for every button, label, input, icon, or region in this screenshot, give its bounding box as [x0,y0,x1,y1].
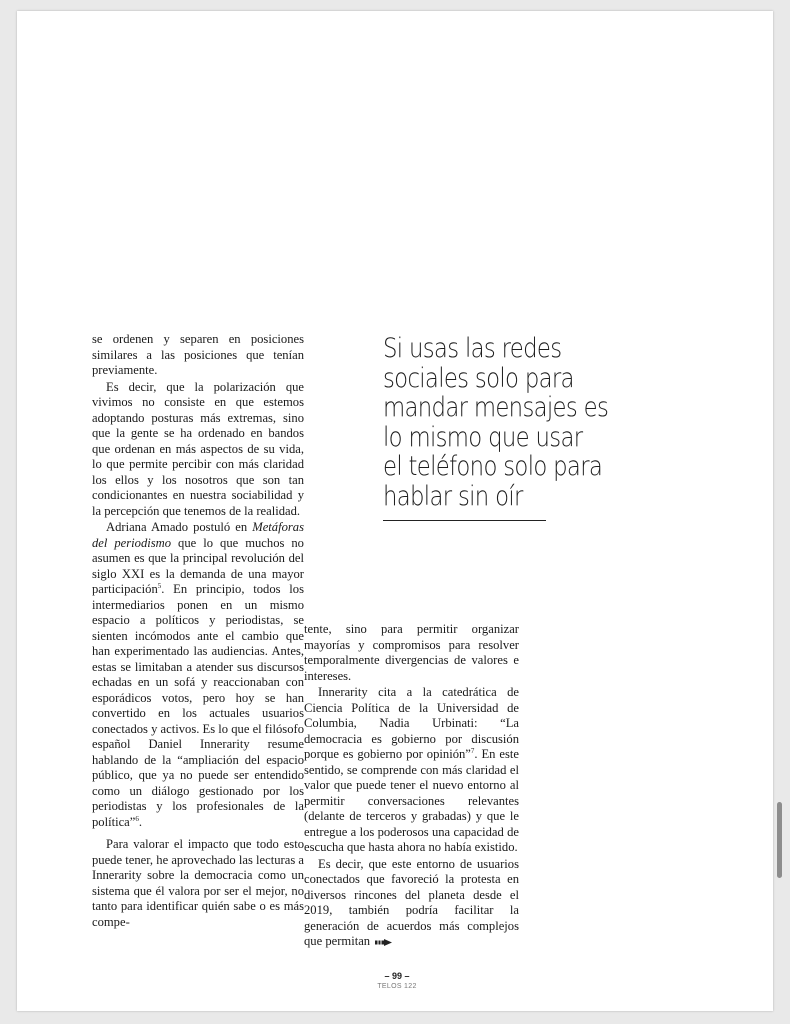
right-text-column [304,622,519,950]
paragraph: tente, sino para permitir organizar mayorías y compromisos para resolver temporalmente divergencias de valores e intereses. [304,622,519,683]
continue-arrow-icon [375,939,392,946]
text-run: . [138,814,143,829]
paragraph: Es decir, que la polarización que vivimos no consiste en que estemos adoptando posturas más extremas, sino que la gente se ha ordenado en bandos que ordenan en más aspectos de su vida, lo que permite percibir con más claridad los ellos y los nosotros que son tan condicionantes en nuestra sociabilidad y la percepción que tenemos de la realidad. [92,379,304,518]
text-run: Es decir, que este entorno de usuarios conectados que favoreció la protesta en diversos rincones del planeta desde el 2019, también podría facilitar la generación de acuerdos más complejos que permitan [304,856,519,948]
paragraph [304,685,519,856]
pull-quote: Si usas las redes sociales solo para mandar mensajes es lo mismo que usar el teléfono solo para hablar sin oír [383,333,609,512]
journal-name: TELOS 122 [377,983,417,990]
text-run: que lo que muchos no asumen es que la principal revolución del siglo XXI es la demanda de una mayor participación [92,535,304,596]
paragraph [92,520,304,830]
text-run: Adriana Amado postuló en [106,520,253,534]
footnote-marker: 7 [470,746,475,755]
scrollbar-thumb[interactable] [777,802,782,878]
paragraph [304,857,519,950]
footnote-marker: 6 [135,814,139,823]
document-page [17,11,773,1011]
paragraph: se ordenen y separen en posiciones similares a las posiciones que tenían previamente. [92,332,304,377]
text-run: . En principio, todos los intermediarios ponen en un mismo espacio a políticos y periodistas, se sienten incómodos ante el cambio que han experimentado las audiencias. Antes, estas se limitaban a atender sus discursos echadas en un sofá y reaccionaban con esporádicos votos, pero hoy se han convertido en los actuales usuarios conectados y activos. Es lo que el filósofo español Daniel Innerarity resume hablando de la “ampliación del espacio público, que ya no puede ser entendido como un diálogo gestionado por los periodistas y los profesionales de la política” [92,582,304,829]
paragraph: Para valorar el impacto que todo esto puede tener, he aprovechado las lecturas a Innerarity sobre la democracia como un sistema que él valora por ser el mejor, no tanto para identificar quién sabe o es más compe- [92,837,304,929]
footnote-marker: 5 [157,581,162,590]
pull-quote-rule [383,520,546,521]
book-title: Metáforas del periodismo [92,520,304,550]
text-run: . En este sentido, se comprende con más claridad el valor que puede tener el nuevo entorno al permitir conversaciones relevantes (delante de terceros y grabadas) y que le entregue a los poderosos una capacidad de escucha que hasta ahora no había existido. [304,747,520,854]
page-number: – 99 – [384,971,410,981]
page-footer [347,971,447,991]
text-run: Innerarity cita a la catedrática de Ciencia Política de la Universidad de Columbia, Nadia Urbinati: “La democracia es gobierno por discusión porque es gobierno por opinión” [304,685,519,761]
left-text-column [92,332,304,930]
